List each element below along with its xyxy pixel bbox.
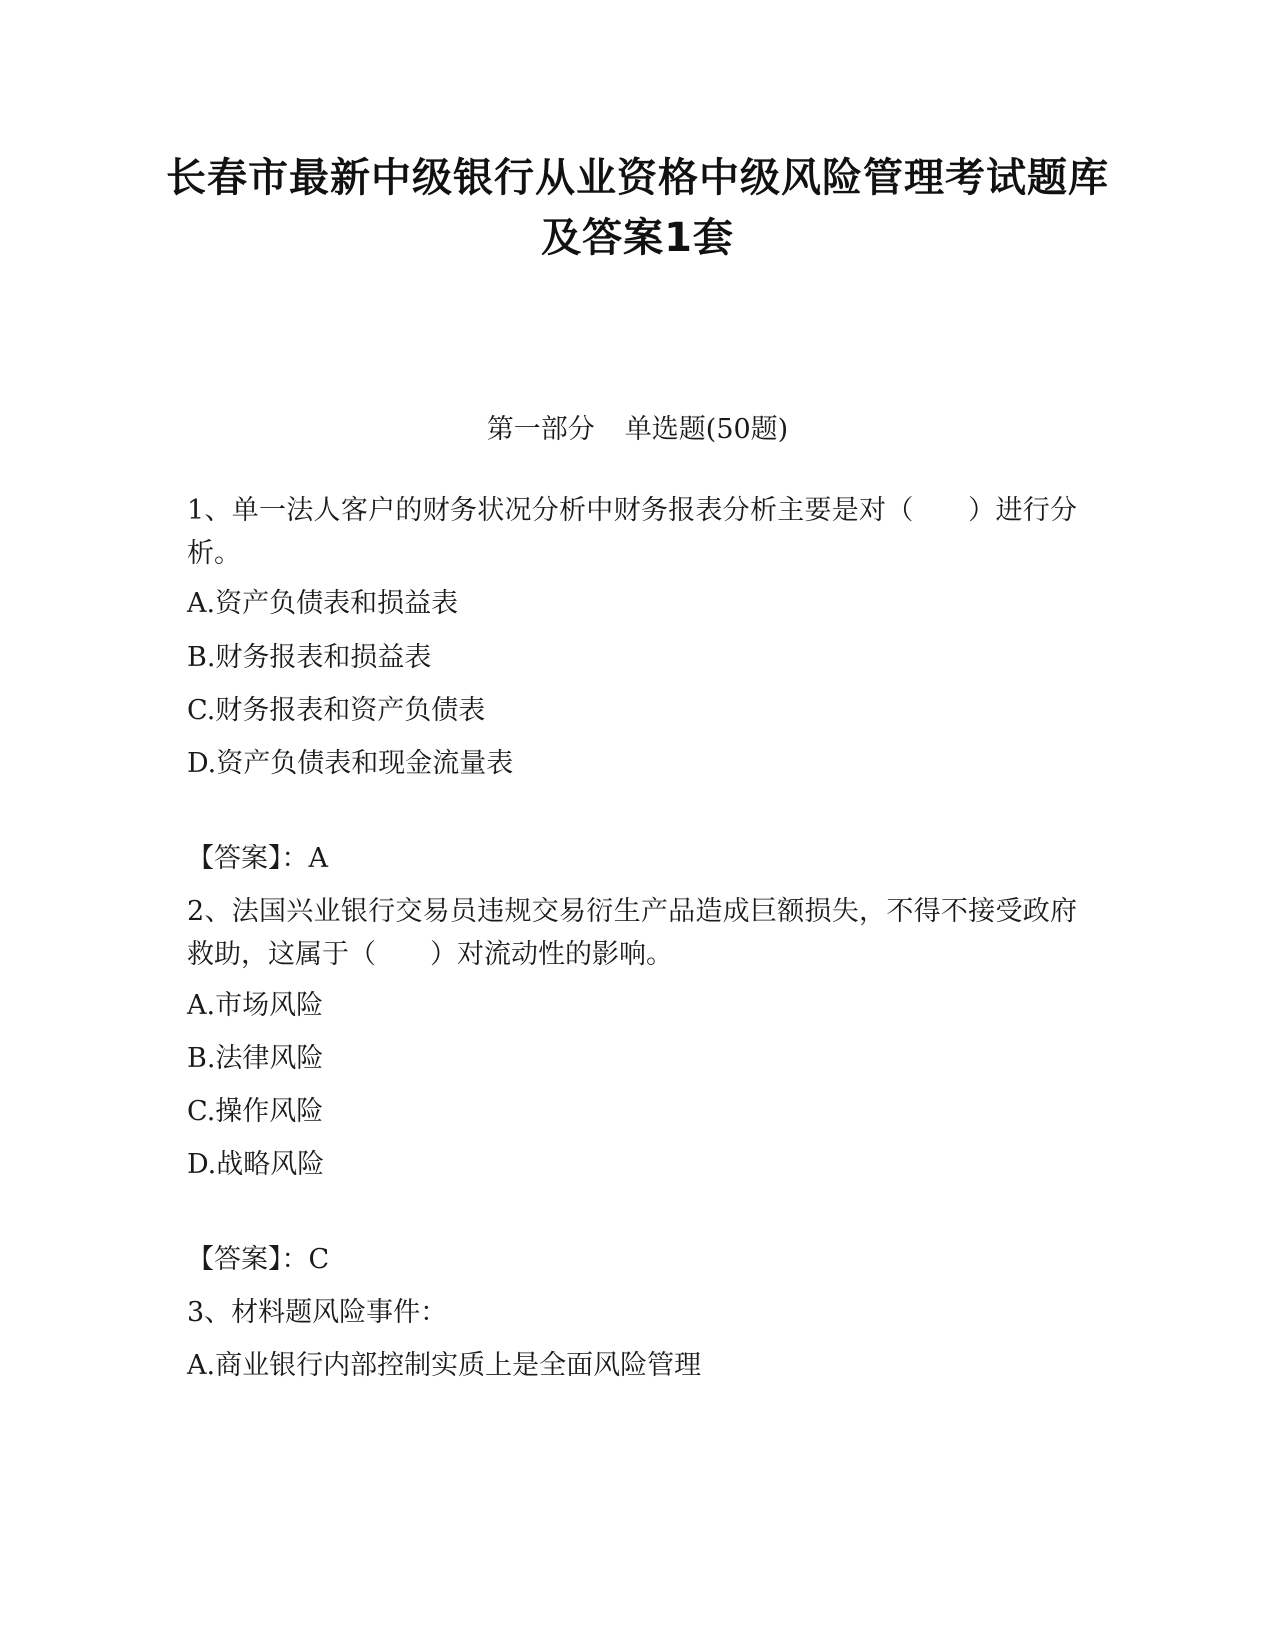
question-2-option-c: C.操作风险 [187,1096,324,1127]
question-3-option-a: A.商业银行内部控制实质上是全面风险管理 [187,1350,702,1381]
question-1-stem: 1、单一法人客户的财务状况分析中财务报表分析主要是对（ ）进行分析。 [187,495,1077,569]
question-2-option-a: A.市场风险 [187,990,324,1021]
question-1-option-a: A.资产负债表和损益表 [187,588,459,619]
question-2-stem: 2、法国兴业银行交易员违规交易衍生产品造成巨额损失，不得不接受政府救助，这属于（ ）对流动性的影响。 [187,896,1077,970]
question-1-option-d: D.资产负债表和现金流量表 [187,748,514,779]
question-2-option-b: B.法律风险 [187,1043,324,1074]
question-2-answer: 【答案】：C [187,1244,330,1275]
question-3-stem: 3、材料题风险事件： [187,1297,448,1328]
question-2-option-d: D.战略风险 [187,1149,325,1180]
question-1-answer: 【答案】：A [187,843,328,874]
section-part: 第一部分 [486,414,595,445]
document-title: 长春市最新中级银行从业资格中级风险管理考试题库及答案1套 [166,155,1109,261]
question-1-option-c: C.财务报表和资产负债表 [187,695,486,726]
question-1-option-b: B.财务报表和损益表 [187,642,432,673]
section-name: 单选题(50题) [624,414,789,445]
section-heading [0,412,1275,448]
